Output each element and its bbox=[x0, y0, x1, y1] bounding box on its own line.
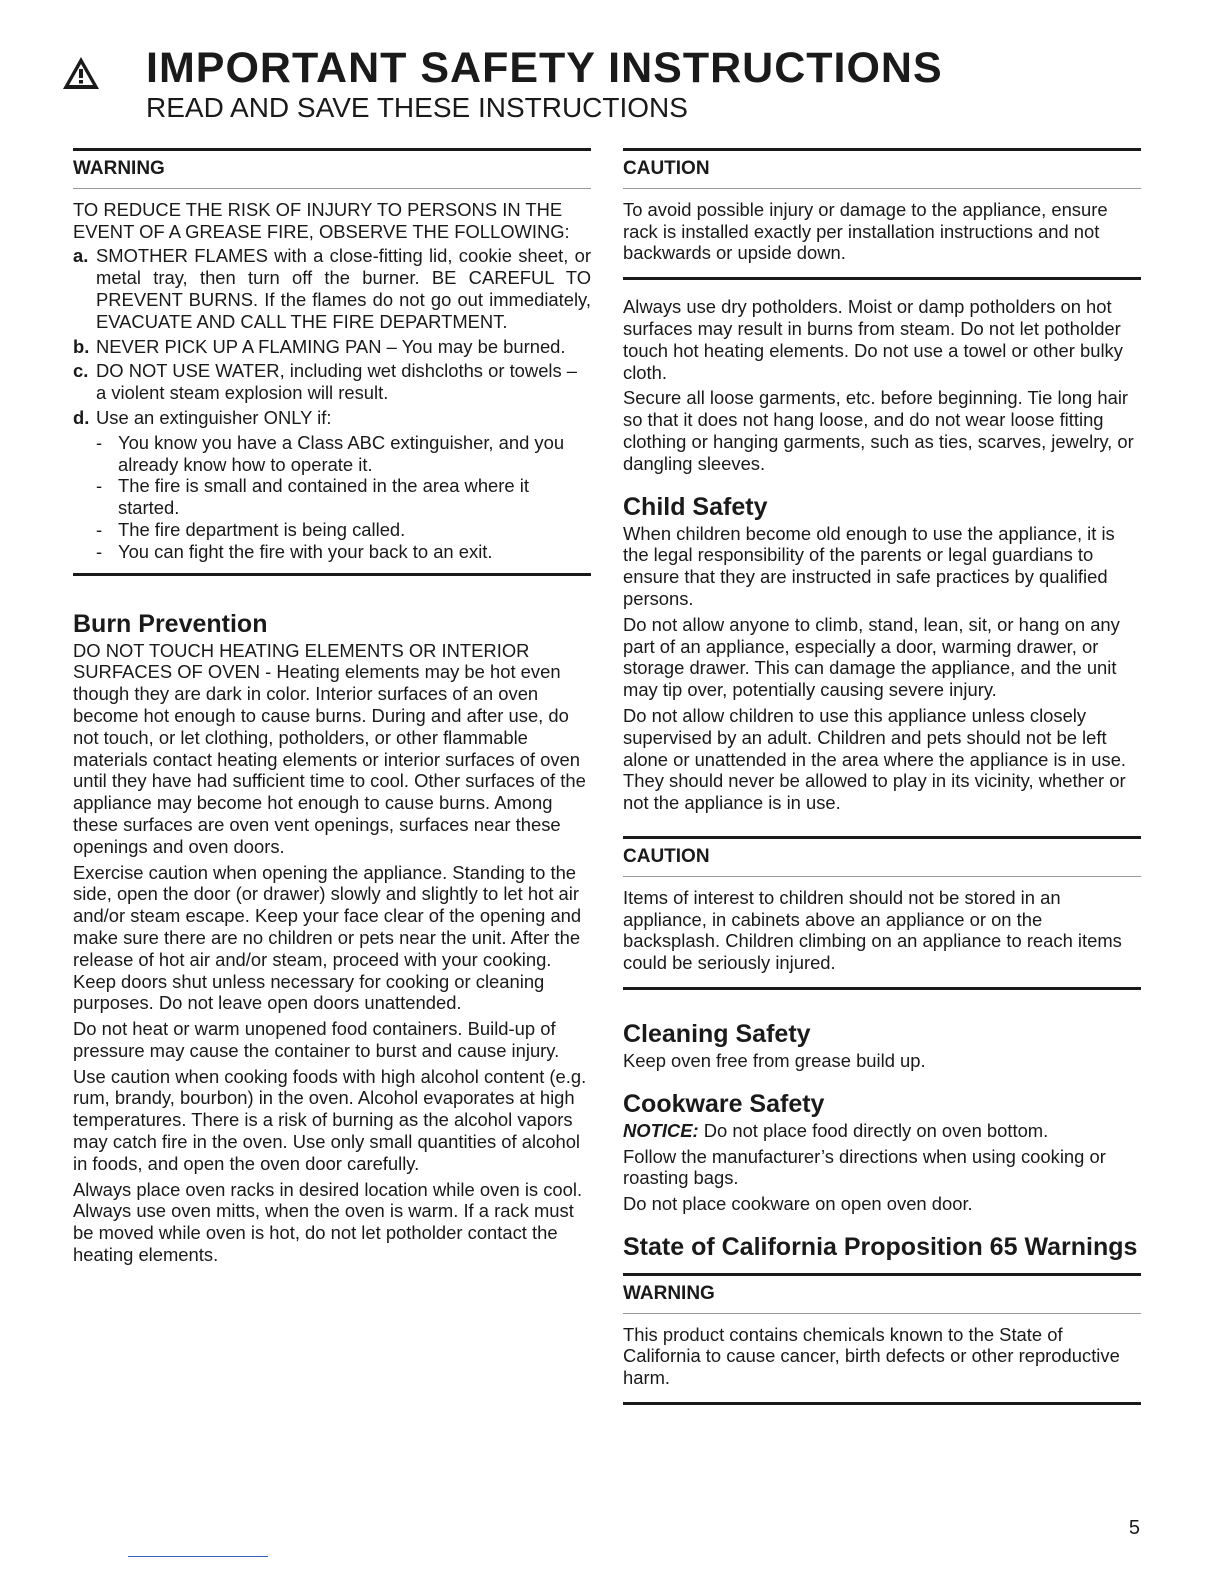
prop65-heading: State of California Proposition 65 Warnings bbox=[623, 1232, 1138, 1261]
cookware-paragraph: Follow the manufacturer’s directions when using cooking or roasting bags. bbox=[623, 1145, 1106, 1189]
burn-paragraph: Do not heat or warm unopened food containers. Build-up of pressure may cause the container to burst and cause injury. bbox=[73, 1018, 560, 1061]
caution-label: CAUTION bbox=[623, 845, 1141, 877]
extinguisher-conditions-list bbox=[73, 432, 591, 563]
prop65-text: This product contains chemicals known to the State of California to cause cancer, birth defects or other reproductive harm. bbox=[623, 1323, 1120, 1389]
burn-paragraph: Exercise caution when opening the appliance. Standing to the side, open the door (or drawer) slowly and slightly to let hot air and/or steam escape. Keep your face clear of the opening and make sure there are no children or pets near the unit. After the release of hot air and/or steam, proceed with your cooking. Keep doors shut unless necessary for cooking or cleaning purposes. Do not leave open doors unattended. bbox=[73, 861, 582, 1014]
cookware-safety-heading: Cookware Safety bbox=[623, 1089, 825, 1118]
list-item: - The fire is small and contained in the area where it started. bbox=[96, 475, 529, 519]
list-item: - You know you have a Class ABC extinguisher, and you already know how to operate it. bbox=[96, 431, 565, 475]
potholder-paragraph: Always use dry potholders. Moist or damp potholders on hot surfaces may result in burns from steam. Do not let potholder touch hot heating elements. Do not use a towel or other bulky cloth. bbox=[623, 296, 1123, 383]
grease-fire-warning-box bbox=[73, 148, 591, 576]
right-column bbox=[623, 148, 1141, 1405]
prop65-warning-box bbox=[623, 1273, 1141, 1405]
footer-divider bbox=[128, 1556, 268, 1557]
notice-label: NOTICE: bbox=[623, 1119, 699, 1141]
page-number: 5 bbox=[1128, 1517, 1140, 1539]
warning-item-b: b. NEVER PICK UP A FLAMING PAN – You may be burned. bbox=[73, 335, 566, 357]
warning-triangle-icon bbox=[62, 56, 100, 90]
garments-paragraph: Secure all loose garments, etc. before beginning. Tie long hair so that it does not hang loose, and do not wear loose fitting clothing or hanging garments, such as ties, scarves, jewelry, or dangling sleeves. bbox=[623, 387, 1134, 474]
warning-item-a: a. SMOTHER FLAMES with a close-fitting lid, cookie sheet, or metal tray, then turn off the burner. BE CAREFUL TO PREVENT BURNS. If the flames do not go out immediately, EVACUATE AND CALL THE FIRE DEPARTMENT. bbox=[73, 245, 591, 332]
list-item: - The fire department is being called. bbox=[96, 518, 406, 540]
caution-label: CAUTION bbox=[623, 157, 1141, 189]
child-paragraph: Do not allow anyone to climb, stand, lean, sit, or hang on any part of an appliance, especially a door, warming drawer, or storage drawer. This can damage the appliance, and the unit may tip over, potentially causing severe injury. bbox=[623, 613, 1120, 701]
warning-item-c: c. DO NOT USE WATER, including wet dishcloths or towels – a violent steam explosion will result. bbox=[73, 360, 578, 404]
burn-paragraph: DO NOT TOUCH HEATING ELEMENTS OR INTERIOR SURFACES OF OVEN - Heating elements may be hot even though they are dark in color. Interior surfaces of an oven become hot enough to cause burns. During and after use, do not touch, or let clothing, potholders, or other flammable materials contact heating elements or interior surfaces of oven until they have had sufficient time to cool. Other surfaces of the appliance may become hot enough to cause burns. Among these surfaces are oven vent openings, surfaces near these openings and oven doors. bbox=[73, 639, 586, 857]
burn-prevention-heading: Burn Prevention bbox=[73, 609, 268, 638]
caution-text: Items of interest to children should not be stored in an appliance, in cabinets above an appliance or on the backsplash. Children climbing on an appliance to reach items could be seriously injured. bbox=[623, 886, 1122, 974]
page-title: IMPORTANT SAFETY INSTRUCTIONS bbox=[146, 44, 943, 92]
warning-intro: TO REDUCE THE RISK OF INJURY TO PERSONS IN THE EVENT OF A GREASE FIRE, OBSERVE THE FOLLOWING: bbox=[73, 198, 570, 242]
warning-label: WARNING bbox=[623, 1282, 1141, 1314]
warning-item-d: d. Use an extinguisher ONLY if: bbox=[73, 406, 332, 428]
burn-paragraph: Use caution when cooking foods with high alcohol content (e.g. rum, brandy, bourbon) in the oven. Alcohol evaporates at high temperatures. There is a risk of burning as the alcohol vapors may catch fire in the oven. Use only small quantities of alcohol in foods, and open the oven door carefully. bbox=[73, 1065, 587, 1174]
burn-paragraph: Always place oven racks in desired location while oven is cool. Always use oven mitts, when the oven is warm. If a rack must be moved while oven is hot, do not let potholder contact the heating elements. bbox=[73, 1178, 583, 1266]
children-caution-box bbox=[623, 836, 1141, 990]
rack-caution-box bbox=[623, 148, 1141, 280]
caution-text: To avoid possible injury or damage to the appliance, ensure rack is installed exactly per installation instructions and not backwards or upside down. bbox=[623, 198, 1108, 264]
cleaning-text: Keep oven free from grease build up. bbox=[623, 1049, 926, 1071]
notice-paragraph: NOTICE: Do not place food directly on oven bottom. bbox=[623, 1119, 1049, 1141]
cookware-paragraph: Do not place cookware on open oven door. bbox=[623, 1193, 973, 1215]
warning-label: WARNING bbox=[73, 157, 591, 189]
child-safety-heading: Child Safety bbox=[623, 492, 768, 521]
cleaning-safety-heading: Cleaning Safety bbox=[623, 1019, 811, 1048]
left-column bbox=[73, 148, 591, 1270]
page-subtitle: READ AND SAVE THESE INSTRUCTIONS bbox=[146, 92, 688, 123]
child-paragraph: When children become old enough to use the appliance, it is the legal responsibility of the parents or legal guardians to ensure that they are instructed in safe practices by qualified persons. bbox=[623, 522, 1115, 609]
child-paragraph: Do not allow children to use this appliance unless closely supervised by an adult. Children and pets should not be left alone or unattended in the area where the appliance is in use. They should never be allowed to play in its vicinity, whether or not the appliance is in use. bbox=[623, 704, 1127, 814]
list-item: - You can fight the fire with your back to an exit. bbox=[96, 540, 493, 562]
